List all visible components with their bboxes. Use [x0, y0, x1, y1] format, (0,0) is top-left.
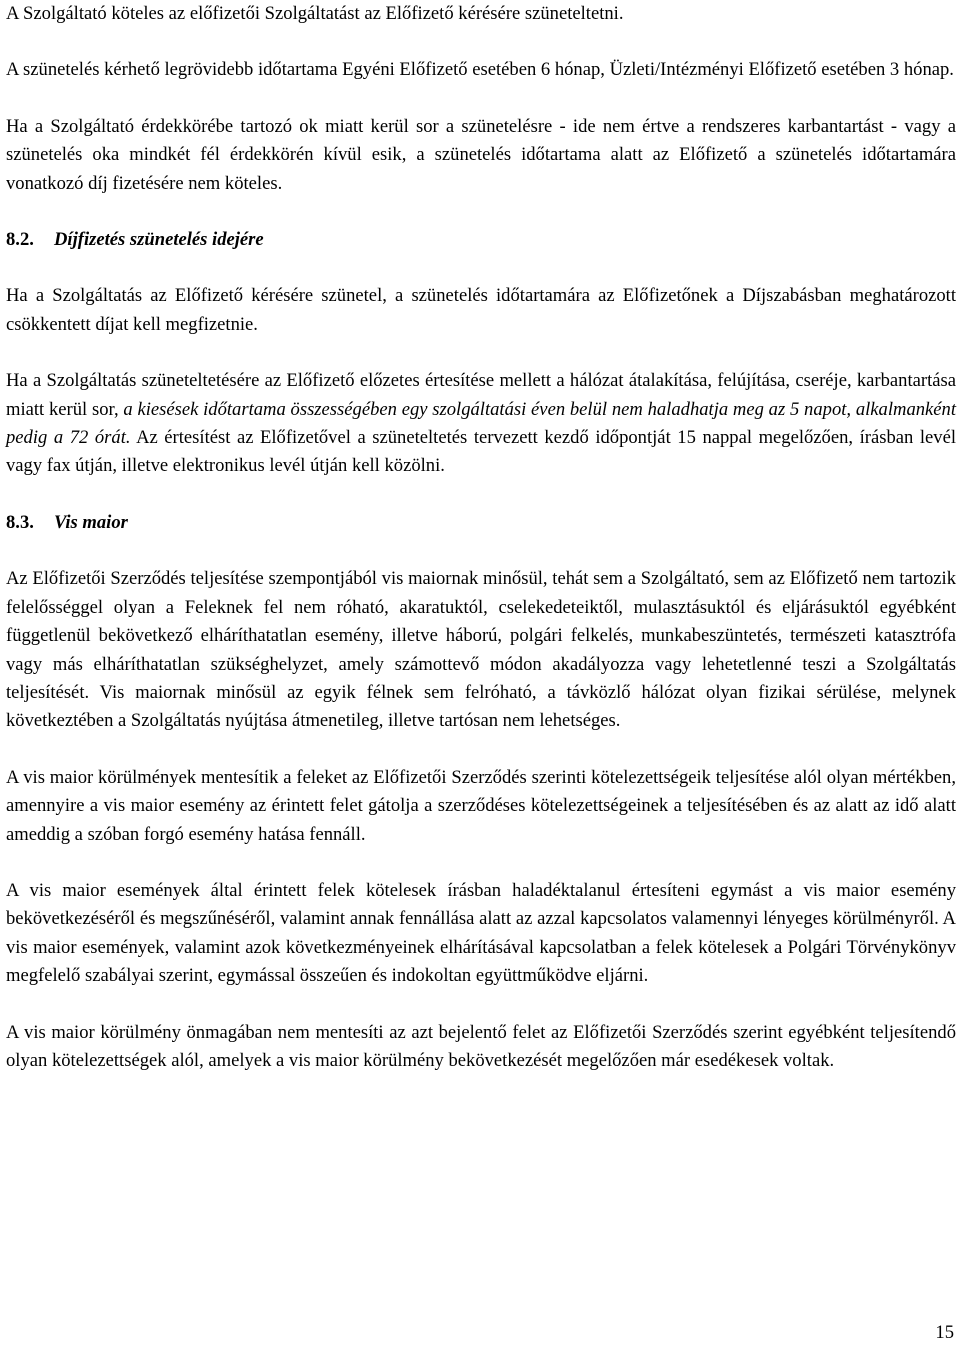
paragraph-suspension-fee-exemption: Ha a Szolgáltató érdekkörébe tartozó ok miatt kerül sor a szünetelésre - ide nem értve a rendszeres karbantartást - vagy a szünetelés oka mindkét fél érdekkörén kívül esik, a szünetelés időtartama alatt az Előfizető a szünetelés időtartamára vonatkozó díj fizetésére nem köteles.: [6, 115, 956, 194]
paragraph-suspension-obligation: A Szolgáltató köteles az előfizetői Szolgáltatást az Előfizető kérésére szüneteltetni.: [6, 3, 624, 24]
paragraph-vis-maior-notification: A vis maior események által érintett felek kötelesek írásban haladéktalanul értesíteni egymást a vis maior esemény bekövetkezéséről és megszűnéséről, valamint annak fennállása alatt az azzal kapcsolatos valamennyi lényeges körülményről. A vis maior események, valamint azok következményeinek elhárításával kapcsolatban a felek kötelesek a Polgári Törvénykönyv megfelelő szabályai szerint, egymással összeűen és indokoltan együttműködve eljárni.: [6, 879, 956, 987]
section-number: 8.3.: [6, 511, 34, 533]
section-title: Vis maior: [54, 511, 128, 533]
paragraph-vis-maior-exemption: A vis maior körülmények mentesítik a feleket az Előfizetői Szerződés szerinti kötelezettségeik teljesítése alól olyan mértékben, amennyire a vis maior esemény az érintett felet gátolja a szerződéses kötelezettségeinek a teljesítésében és az alatt az idő alatt ameddig a szóban forgó esemény hatása fennáll.: [6, 766, 956, 845]
section-heading-8-2: [6, 226, 956, 254]
paragraph-suspension-duration: A szünetelés kérhető legrövidebb időtartama Egyéni Előfizető esetében 6 hónap, Üzleti/Intézményi Előfizető esetében 3 hónap.: [6, 59, 954, 81]
paragraph-network-maintenance: [6, 367, 956, 481]
paragraph-vis-maior-definition: Az Előfizetői Szerződés teljesítése szempontjából vis maiornak minősül, tehát sem a Szolgáltató, sem az Előfizető nem tartozik felelősséggel olyan a Feleknek fel nem róható, akaratuktól, cselekedeteiktől, mulasztásuktól és eljárásuktól egyébként függetlenül bekövetkező elháríthatatlan esemény, illetve háború, polgári felkelés, munkabeszüntetés, természeti katasztrófa vagy más elháríthatatlan szükséghelyzet, amely számottevő módon akadályozza vagy lehetetlenné teszi a Szolgáltatás teljesítését. Vis maiornak minősül az egyik félnek sem felróható, a távközlő hálózat olyan fizikai sérülése, melynek következtében a Szolgáltatás nyújtása átmenetileg, illetve tartósan nem lehetséges.: [6, 568, 956, 732]
section-title: Díjfizetés szünetelés idejére: [54, 229, 264, 251]
section-heading-8-3: [6, 509, 956, 537]
page-number: 15: [935, 1322, 954, 1343]
italic-segment: a kiesések időtartama összességében egy szolgáltatási éven belül nem haladhatja meg az 5 napot, alkalmanként pedig a 72 órát.: [6, 398, 957, 449]
document-page: [6, 0, 956, 1075]
text-segment: Ha a Szolgáltatás szüneteltetésére az Előfizető előzetes értesítése mellett a hálózat átalakítása, felújítása, cseréje, karbantartása miatt kerül sor,: [6, 370, 956, 420]
paragraph-reduced-fee: Ha a Szolgáltatás az Előfizető kérésére szünetel, a szünetelés időtartamára az Előfizetőnek a Díjszabásban meghatározott csökkentett díjat kell megfizetnie.: [6, 285, 956, 335]
paragraph-vis-maior-prior-obligations: A vis maior körülmény önmagában nem mentesíti az azt bejelentő felet az Előfizetői Szerződés szerint egyébként teljesítendő olyan kötelezettségek alól, amelyek a vis maior körülmény bekövetkezését megelőzően már esedékesek voltak.: [6, 1021, 956, 1071]
text-segment: Az értesítést az Előfizetővel a szüneteltetés tervezett kezdő időpontját 15 nappal megelőzően, írásban levél vagy fax útján, illetve elektronikus levél útján kell közölni.: [6, 427, 956, 477]
section-number: 8.2.: [6, 229, 34, 251]
